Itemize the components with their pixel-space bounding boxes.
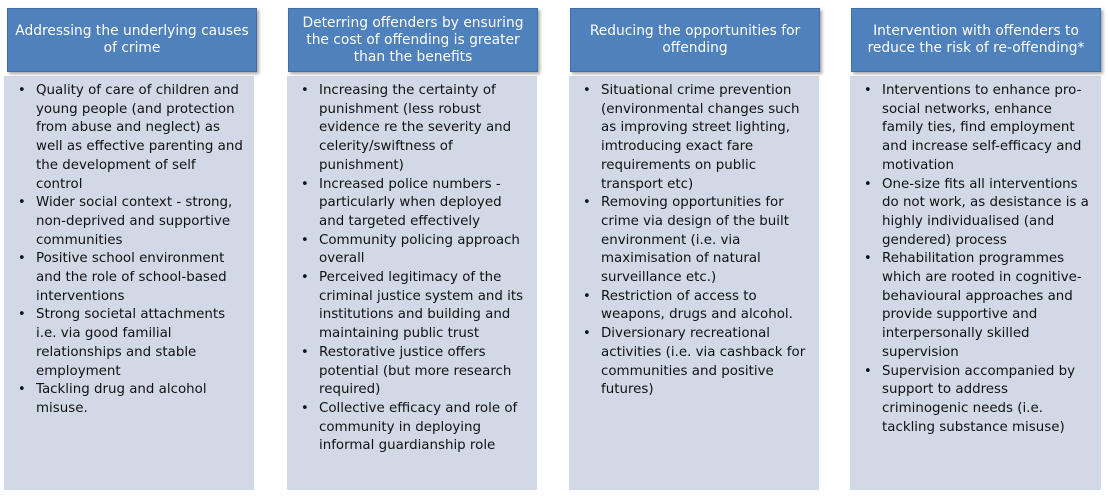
column-4-body	[850, 76, 1101, 490]
list-item: • Restorative justice offers potential (but more research required)	[299, 344, 529, 400]
list-item: • Rehabilitation programmes which are rooted in cognitive-behavioural approaches and provide supportive and interpersonally skilled supervision	[862, 250, 1093, 362]
column-3-body	[569, 76, 819, 490]
list-item: • Positive school environment and the role of school-based interventions	[16, 250, 246, 306]
list-item: • One-size fits all interventions do not work, as desistance is a highly individualised (and gendered) process	[862, 176, 1093, 251]
list-item: • Perceived legitimacy of the criminal justice system and its institutions and building and maintaining public trust	[299, 269, 529, 344]
list-item: • Removing opportunities for crime via design of the built environment (i.e. via maximisation of natural surveillance etc.)	[581, 194, 811, 288]
list-item: • Wider social context - strong, non-deprived and supportive communities	[16, 194, 246, 250]
list-item: • Situational crime prevention (environmental changes such as improving street lighting, imtroducing exact fare requirements on public transport etc)	[581, 82, 811, 194]
column-4-title: Intervention with offenders to reduce the risk of re-offending*	[867, 23, 1085, 56]
list-item: • Quality of care of children and young people (and protection from abuse and neglect) as well as effective parenting and the development of self control	[16, 82, 246, 194]
column-2-body	[287, 76, 537, 490]
column-1-header	[7, 8, 257, 72]
column-2-list	[299, 82, 529, 456]
column-3-title: Reducing the opportunities for offending	[589, 23, 801, 56]
list-item: • Community policing approach overall	[299, 232, 529, 269]
column-4-list	[862, 82, 1093, 437]
list-item: • Restriction of access to weapons, drugs and alcohol.	[581, 288, 811, 325]
list-item: • Increasing the certainty of punishment (less robust evidence re the severity and celerity/swiftness of punishment)	[299, 82, 529, 176]
column-2-header	[288, 8, 538, 72]
column-3-header	[570, 8, 820, 72]
column-1-title: Addressing the underlying causes of crime	[15, 23, 249, 56]
column-4-header	[851, 8, 1101, 72]
list-item: • Diversionary recreational activities (i.e. via cashback for communities and positive futures)	[581, 325, 811, 400]
list-item: • Tackling drug and alcohol misuse.	[16, 381, 246, 418]
list-item: • Strong societal attachments i.e. via good familial relationships and stable employment	[16, 306, 246, 381]
list-item: • Increased police numbers - particularly when deployed and targeted effectively	[299, 176, 529, 232]
list-item: • Supervision accompanied by support to address criminogenic needs (i.e. tackling substance misuse)	[862, 363, 1093, 438]
column-1-body	[4, 76, 254, 490]
list-item: • Collective efficacy and role of community in deploying informal guardianship role	[299, 400, 529, 456]
column-3-list	[581, 82, 811, 400]
column-1-list	[16, 82, 246, 419]
column-2-title: Deterring offenders by ensuring the cost of offending is greater than the benefits	[302, 14, 524, 65]
list-item: • Interventions to enhance pro-social networks, enhance family ties, find employment and increase self-efficacy and motivation	[862, 82, 1093, 176]
